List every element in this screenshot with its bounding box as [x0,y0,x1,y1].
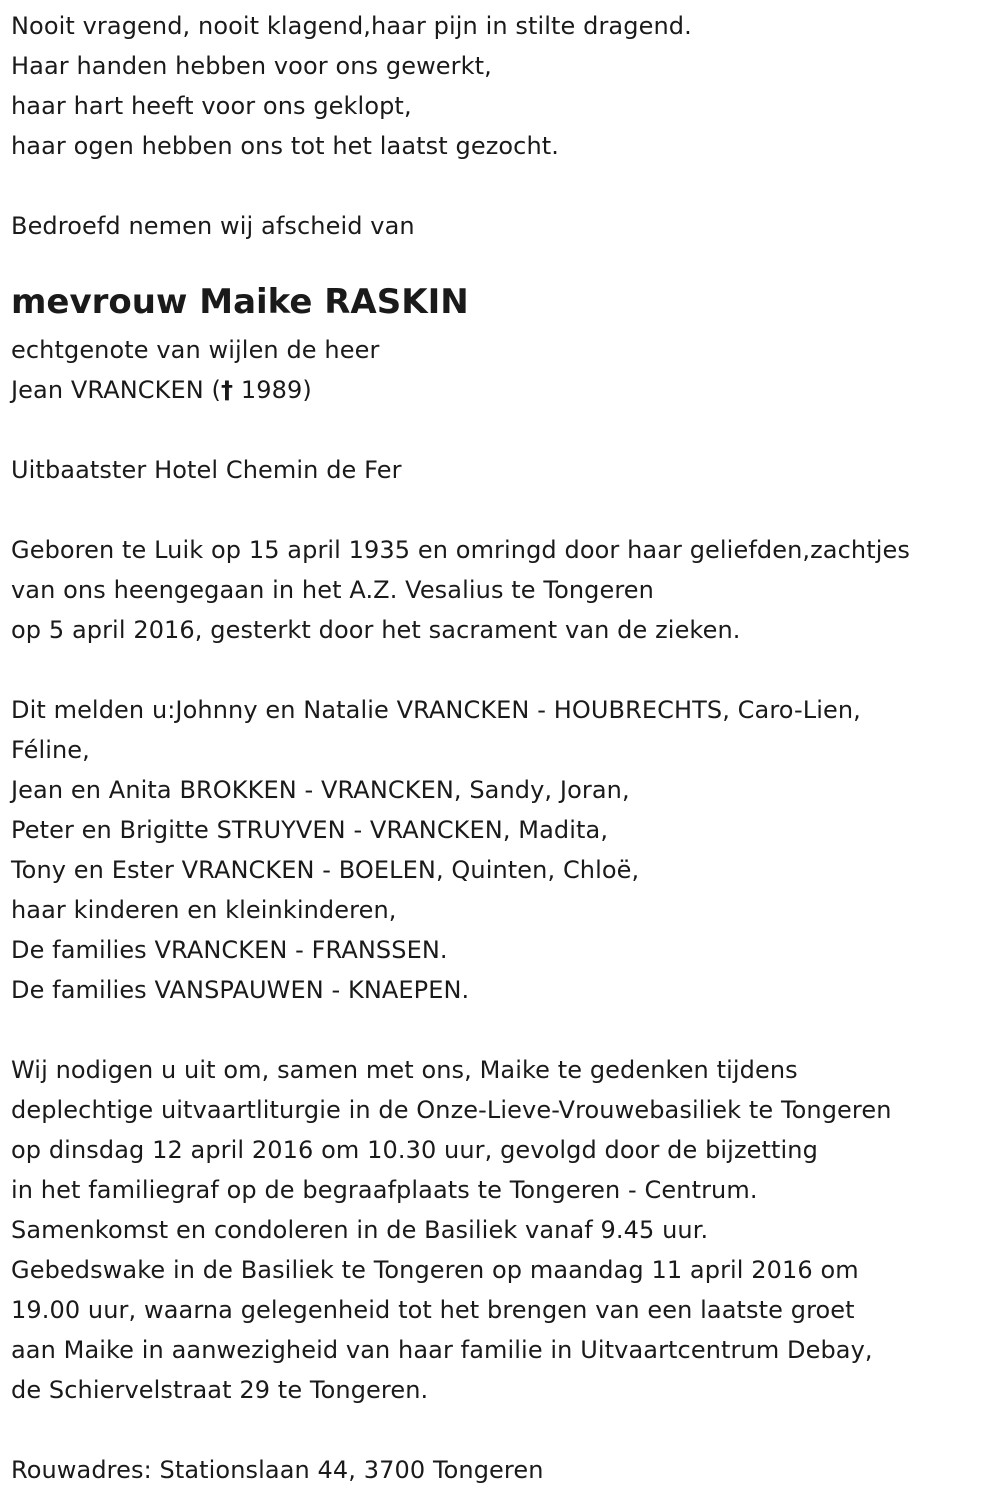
paragraph-line: van ons heengegaan in het A.Z. Vesalius te Tongeren [11,576,654,604]
family-line: Jean en Anita BROKKEN - VRANCKEN, Sandy, Joran, [11,776,630,804]
spouse-name-suffix: 1989) [233,376,312,404]
poem [11,6,996,166]
family-line: Peter en Brigitte STRUYVEN - VRANCKEN, Madita, [11,816,609,844]
family-line: De families VRANCKEN - FRANSSEN. [11,936,448,964]
birth-death-paragraph [11,530,996,650]
intro-text: Bedroefd nemen wij afscheid van [11,212,415,240]
ceremony-line: Wij nodigen u uit om, samen met ons, Maike te gedenken tijdens [11,1056,798,1084]
mourning-address: Rouwadres: Stationslaan 44, 3700 Tongeren [11,1456,544,1484]
ceremony-line: in het familiegraf op de begraafplaats te Tongeren - Centrum. [11,1176,758,1204]
ceremony-line: aan Maike in aanwezigheid van haar familie in Uitvaartcentrum Debay, [11,1336,873,1364]
obituary-notice [11,6,996,1490]
family-line: Dit melden u:Johnny en Natalie VRANCKEN - HOUBRECHTS, Caro-Lien, [11,696,861,724]
paragraph-line: Geboren te Luik op 15 april 1935 en omringd door haar geliefden,zachtjes [11,536,910,564]
poem-line: Nooit vragend, nooit klagend,haar pijn in stilte dragend. [11,12,692,40]
family-list [11,690,996,1010]
ceremony-line: 19.00 uur, waarna gelegenheid tot het brengen van een laatste groet [11,1296,855,1324]
ceremony-line: Gebedswake in de Basiliek te Tongeren op maandag 11 april 2016 om [11,1256,859,1284]
poem-line: haar ogen hebben ons tot het laatst gezocht. [11,132,560,160]
ceremony-line: deplechtige uitvaartliturgie in de Onze-Lieve-Vrouwebasiliek te Tongeren [11,1096,892,1124]
family-line: haar kinderen en kleinkinderen, [11,896,397,924]
deceased-name: mevrouw Maike RASKIN [11,282,469,322]
ceremony-paragraph [11,1050,996,1410]
poem-line: Haar handen hebben voor ons gewerkt, [11,52,492,80]
poem-line: haar hart heeft voor ons geklopt, [11,92,412,120]
ceremony-line: de Schiervelstraat 29 te Tongeren. [11,1376,429,1404]
family-line: Féline, [11,736,90,764]
spouse-line: echtgenote van wijlen de heer [11,336,380,364]
cross-icon: † [221,376,234,404]
ceremony-line: Samenkomst en condoleren in de Basiliek vanaf 9.45 uur. [11,1216,709,1244]
occupation: Uitbaatster Hotel Chemin de Fer [11,456,402,484]
ceremony-line: op dinsdag 12 april 2016 om 10.30 uur, gevolgd door de bijzetting [11,1136,818,1164]
spouse-name-prefix: Jean VRANCKEN ( [11,376,221,404]
paragraph-line: op 5 april 2016, gesterkt door het sacrament van de zieken. [11,616,741,644]
spouse-name [11,370,996,410]
family-line: De families VANSPAUWEN - KNAEPEN. [11,976,470,1004]
family-line: Tony en Ester VRANCKEN - BOELEN, Quinten, Chloë, [11,856,640,884]
